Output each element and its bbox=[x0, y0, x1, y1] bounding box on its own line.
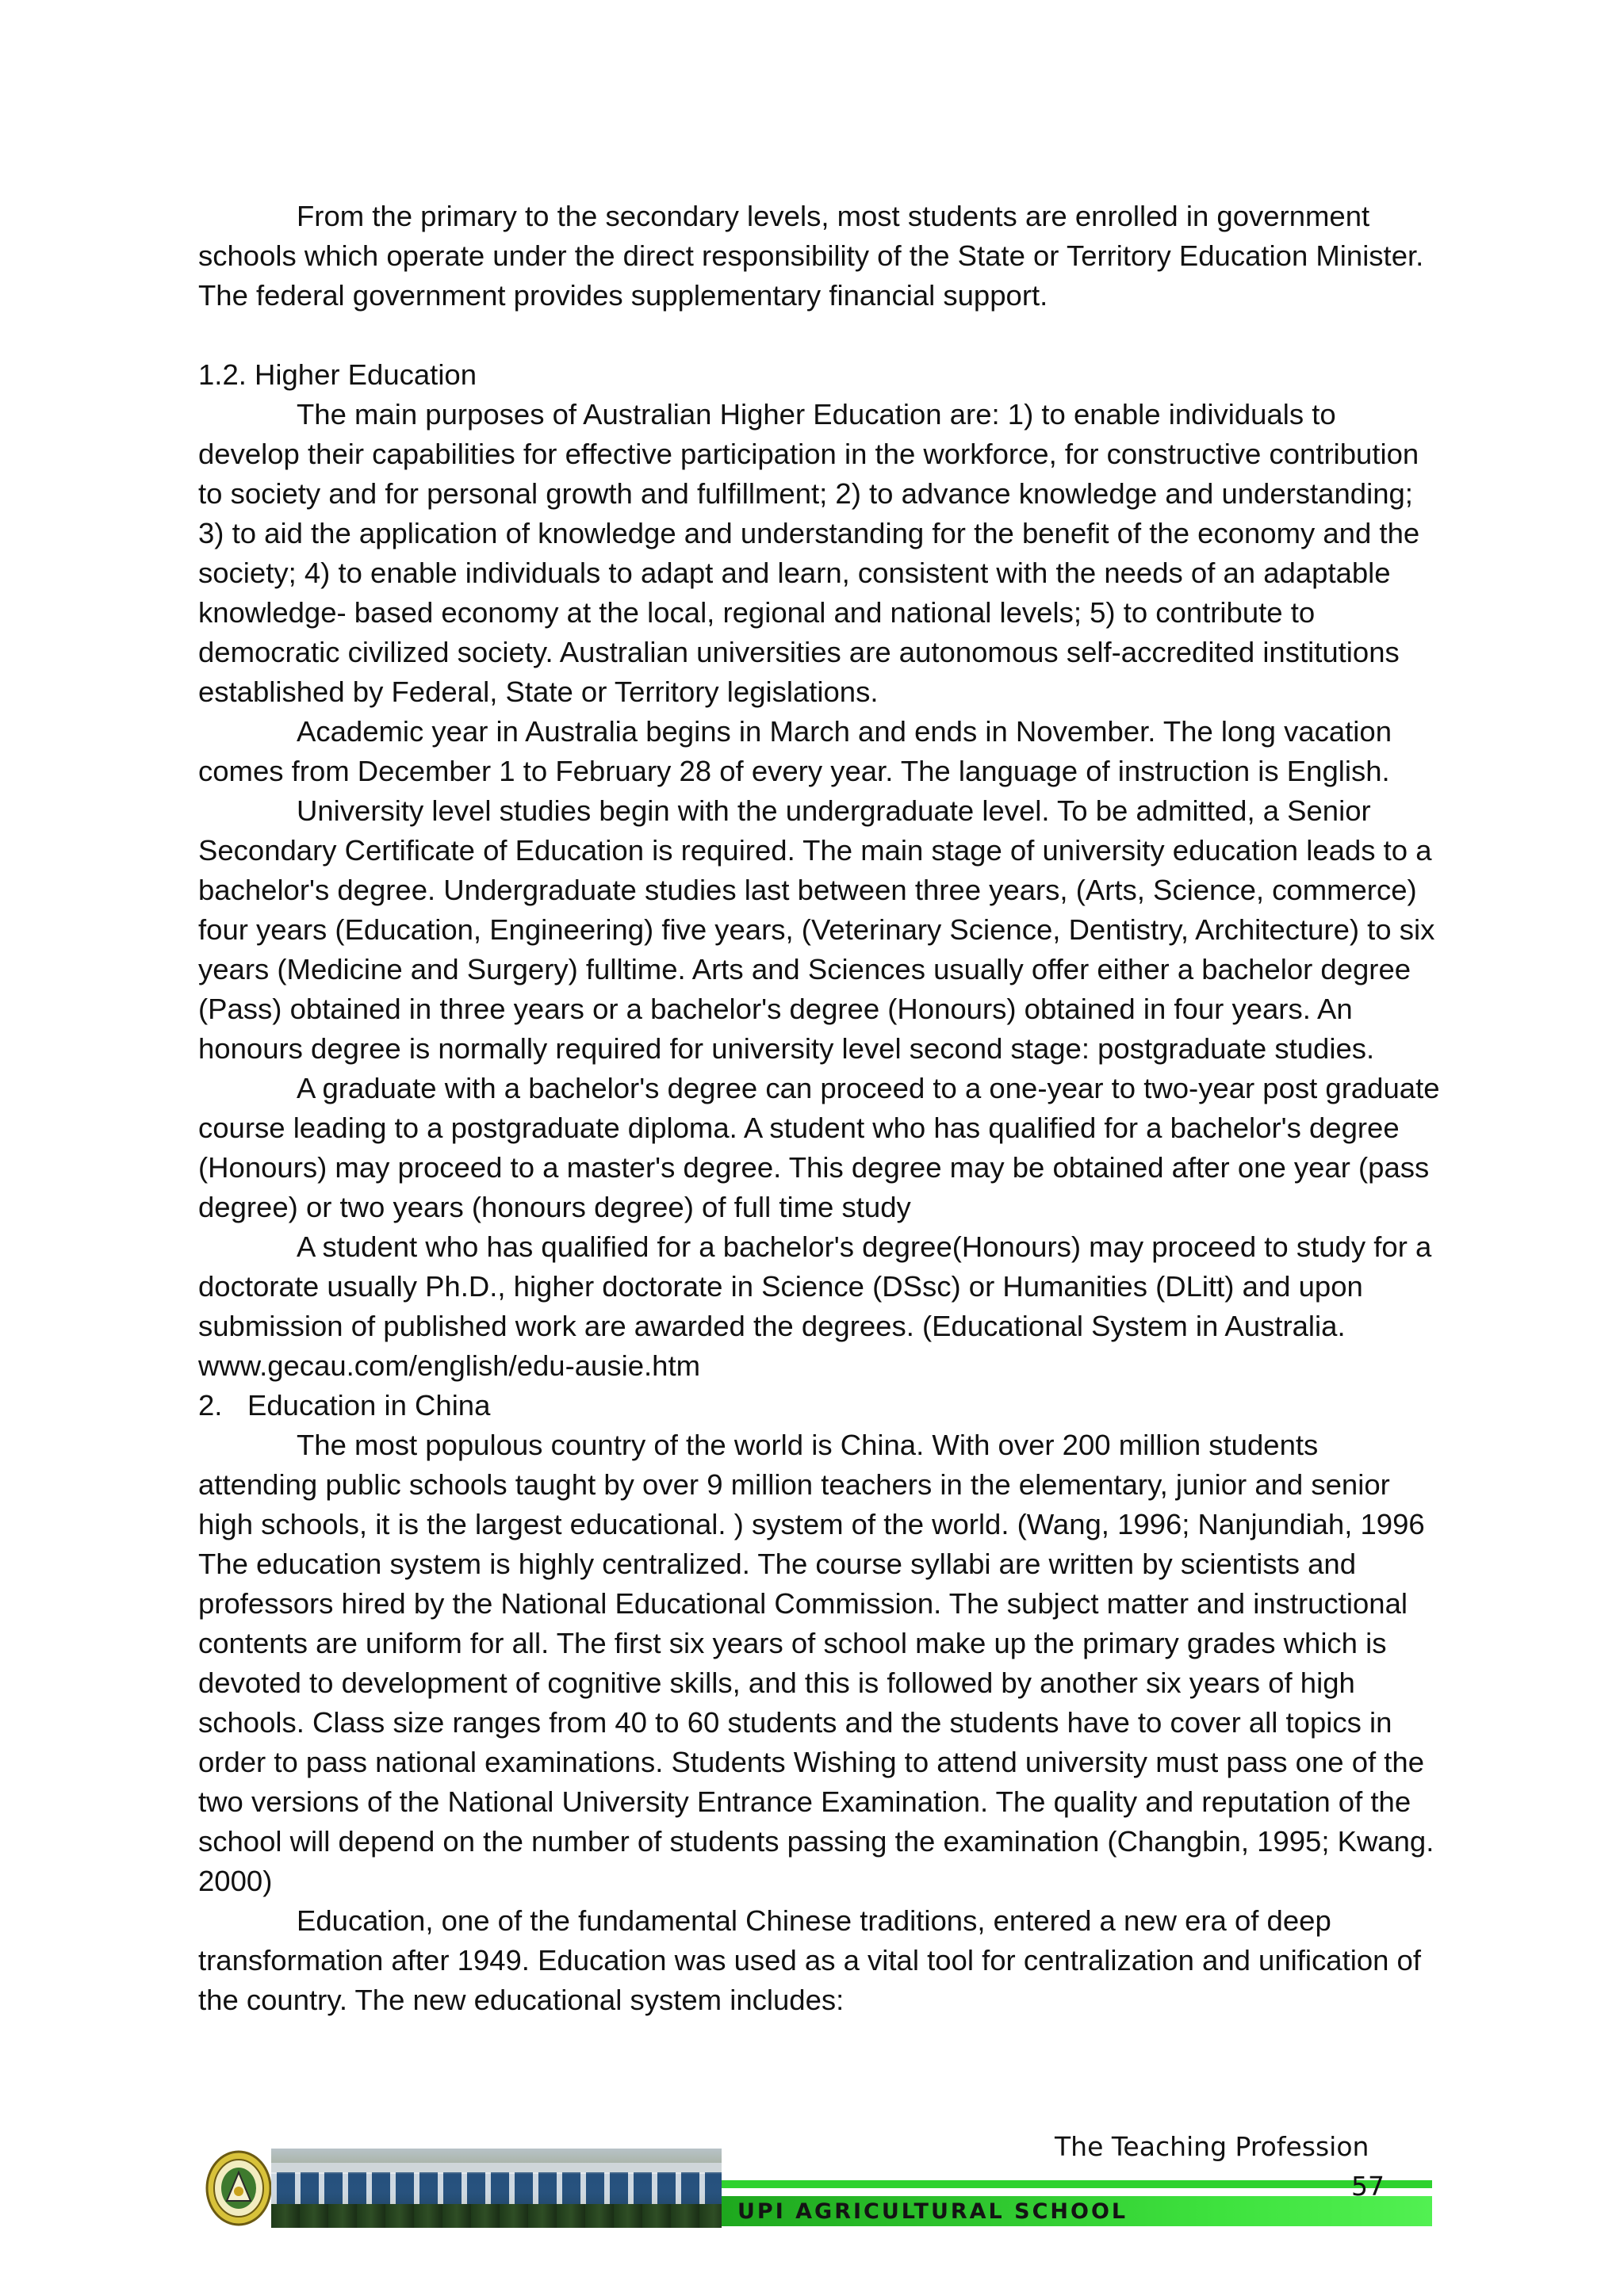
paragraph-government-schools: From the primary to the secondary levels, most students are enrolled in government schools which operate under the direct responsibility of the State or Territory Education Minister. The federal government provides supplementary financial support. bbox=[198, 200, 1424, 312]
paragraph-china-tradition: Education, one of the fundamental Chinese traditions, entered a new era of deep transformation after 1949. Education was used as a vital tool for centralization and unification of the country. The new educational system includes: bbox=[198, 1904, 1422, 2016]
green-rule bbox=[722, 2180, 1432, 2188]
heading-higher-education: 1.2. Higher Education bbox=[198, 358, 477, 391]
body-text bbox=[198, 197, 1443, 2020]
paragraph-higher-education-purposes: The main purposes of Australian Higher Education are: 1) to enable individuals to develop their capabilities for effective participation in the workforce, for constructive contribution to society and for personal growth and fulfillment; 2) to advance knowledge and understanding; 3) to aid the application of knowledge and understanding for the benefit of the economy and the society; 4) to enable individuals to adapt and learn, consistent with the needs of an adaptable knowledge- based economy at the local, regional and national levels; 5) to contribute to democratic civilized society. Australian universities are autonomous self-accredited institutions established by Federal, State or Territory legislations. bbox=[198, 398, 1420, 708]
paragraph-academic-year: Academic year in Australia begins in March and ends in November. The long vacation comes from December 1 to February 28 of every year. The language of instruction is English. bbox=[198, 715, 1392, 787]
paragraph-doctorate: A student who has qualified for a bachelor's degree(Honours) may proceed to study for a doctorate usually Ph.D., higher doctorate in Science (DSsc) or Humanities (DLitt) and upon submission of published work are awarded the degrees. (Educational System in Australia. www.gecau.com/english/edu-ausie.htm bbox=[198, 1230, 1432, 1382]
footer-title: The Teaching Profession bbox=[1055, 2131, 1369, 2162]
school-name: UPI AGRICULTURAL SCHOOL bbox=[737, 2199, 1128, 2224]
school-name-bar bbox=[722, 2196, 1432, 2226]
school-seal-icon bbox=[205, 2147, 273, 2226]
heading-text: Education in China bbox=[247, 1389, 491, 1422]
heading-number: 2. bbox=[198, 1389, 223, 1422]
paragraph-spacer bbox=[198, 316, 1443, 355]
page-number: 57 bbox=[1351, 2171, 1385, 2202]
paragraph-university-studies: University level studies begin with the undergraduate level. To be admitted, a Senior Secondary Certificate of Education is required. The main stage of university education leads to a bachelor's degree. Undergraduate studies last between three years, (Arts, Science, commerce) four years (Education, Engineering) five years, (Veterinary Science, Dentistry, Architecture) to six years (Medicine and Surgery) fulltime. Arts and Sciences usually offer either a bachelor degree (Pass) obtained in three years or a bachelor's degree (Honours) obtained in four years. An honours degree is normally required for university level second stage: postgraduate studies. bbox=[198, 794, 1435, 1065]
paragraph-postgraduate: A graduate with a bachelor's degree can proceed to a one-year to two-year post graduate course leading to a postgraduate diploma. A student who has qualified for a bachelor's degree (Honours) may proceed to a master's degree. This degree may be obtained after one year (pass degree) or two years (honours degree) of full time study bbox=[198, 1072, 1440, 1223]
paragraph-china-system: The most populous country of the world is China. With over 200 million students attending public schools taught by over 9 million teachers in the elementary, junior and senior high schools, it is the largest educational. ) system of the world. (Wang, 1996; Nanjundiah, 1996 The education system is highly centralized. The course syllabi are written by scientists and professors hired by the National Educational Commission. The subject matter and instructional contents are uniform for all. The first six years of school make up the primary grades which is devoted to development of cognitive skills, and this is followed by another six years of high schools. Class size ranges from 40 to 60 students and the students have to cover all topics in order to pass national examinations. Students Wishing to attend university must pass one of the two versions of the National University Entrance Examination. The quality and reputation of the school will depend on the number of students passing the examination (Changbin, 1995; Kwang. 2000) bbox=[198, 1429, 1434, 1897]
heading-education-in-china bbox=[198, 1386, 1443, 1425]
school-building-photo bbox=[271, 2149, 722, 2228]
